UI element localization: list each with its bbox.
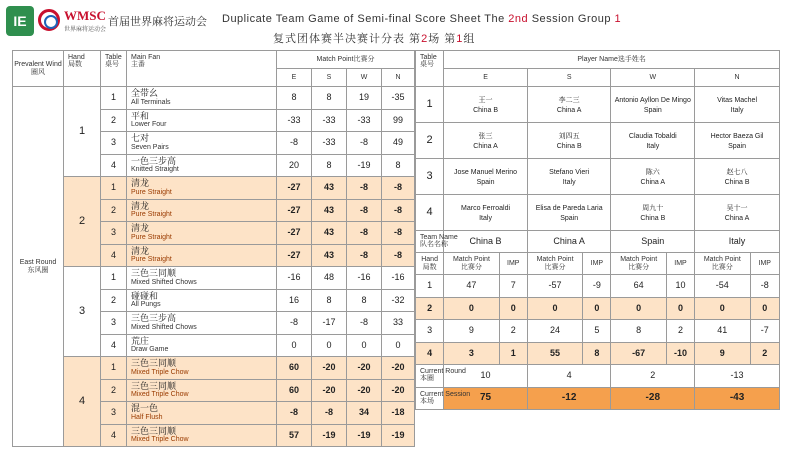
player-country: Italy (562, 179, 576, 187)
match-point-e: 57 (277, 424, 312, 447)
player-name: Stefano Vieri (549, 169, 590, 177)
table-number: 1 (101, 357, 127, 380)
match-point-e: -27 (277, 177, 312, 200)
current-round-row (416, 365, 780, 388)
main-fan-cn: 一色三步高 (131, 155, 177, 166)
hand-number: 2 (64, 177, 101, 267)
col-table: Table 桌号 (416, 51, 444, 87)
seat-header: S (527, 69, 611, 87)
main-fan-cn: 清龙 (131, 223, 150, 234)
main-fan-en: Mixed Triple Chow (131, 436, 189, 444)
player-name: Vitas Machel (717, 97, 758, 105)
table-row (416, 159, 780, 195)
match-point-e: 60 (277, 379, 312, 402)
match-point-e: -27 (277, 222, 312, 245)
match-point-w: -8 (347, 312, 382, 335)
col-imp: IMP (666, 253, 694, 275)
wmsc-logo-text: WMSC (64, 8, 106, 23)
imp-value: 0 (583, 297, 611, 320)
main-fan-cell (127, 334, 277, 357)
player-country: Spain (476, 179, 495, 187)
player-country: Italy (479, 215, 492, 223)
table-number: 3 (416, 159, 444, 195)
main-fan-cn: 全带幺 (131, 88, 159, 99)
match-point-value: -57 (527, 275, 582, 298)
table-number: 3 (101, 132, 127, 155)
main-fan-cn: 清龙 (131, 245, 150, 256)
team-name: China B (444, 231, 528, 253)
main-fan-cell (127, 87, 277, 110)
header (0, 0, 800, 48)
main-fan-cn: 混一色 (131, 403, 159, 414)
main-fan-en: Mixed Shifted Chows (131, 323, 197, 331)
imp-value: 2 (750, 342, 780, 365)
player-country: China A (724, 215, 750, 223)
col-match-point: Match Point 比赛分 (695, 253, 750, 275)
player-name: 陈六 (645, 169, 660, 177)
col-hand: Hand 局数 (416, 253, 444, 275)
match-point-e: -8 (277, 132, 312, 155)
match-point-value: 47 (444, 275, 499, 298)
page-title: Duplicate Team Game of Semi-final Score Sheet The 2nd Session Group 1 (222, 13, 622, 25)
main-fan-en: Pure Straight (131, 188, 172, 196)
main-fan-cn: 三色三同顺 (131, 380, 177, 391)
seat-header: W (611, 69, 695, 87)
main-fan-cell (127, 424, 277, 447)
main-fan-en: Mixed Triple Chow (131, 368, 189, 376)
match-point-n: -8 (382, 177, 415, 200)
col-match-point: Match Point 比赛分 (527, 253, 582, 275)
match-point-s: -20 (312, 379, 347, 402)
imp-value: -7 (750, 320, 780, 343)
main-fan-cell (127, 199, 277, 222)
current-round-value: 10 (444, 365, 528, 388)
player-cell (527, 123, 611, 159)
main-fan-cell (127, 379, 277, 402)
match-point-n: 8 (382, 154, 415, 177)
main-fan-cn: 清龙 (131, 200, 150, 211)
match-point-value: 0 (444, 297, 499, 320)
imp-row (416, 297, 780, 320)
match-point-n: -8 (382, 244, 415, 267)
player-name: Hector Baeza Gil (710, 133, 764, 141)
main-fan-cell (127, 244, 277, 267)
match-point-s: -33 (312, 132, 347, 155)
hand-number: 2 (416, 297, 444, 320)
match-point-w: 8 (347, 289, 382, 312)
imp-value: 0 (750, 297, 780, 320)
main-fan-cn: 碰碰和 (131, 290, 159, 301)
main-fan-en: Knitted Straight (131, 166, 179, 174)
hand-score-table (12, 50, 415, 447)
player-cell (695, 195, 780, 231)
match-point-s: 43 (312, 222, 347, 245)
player-country: Italy (730, 107, 744, 115)
match-point-s: -17 (312, 312, 347, 335)
table-number: 3 (101, 312, 127, 335)
col-table: Table 桌号 (101, 51, 127, 87)
match-point-n: 0 (382, 334, 415, 357)
current-session-value: 75 (444, 387, 528, 410)
round-label: East Round (19, 259, 57, 267)
main-fan-cell (127, 312, 277, 335)
hand-number: 1 (416, 275, 444, 298)
imp-value: 10 (666, 275, 694, 298)
table-number: 3 (101, 402, 127, 425)
imp-value: 0 (499, 297, 527, 320)
player-cell (444, 195, 528, 231)
match-point-s: 0 (312, 334, 347, 357)
player-name: 吴十一 (726, 205, 748, 213)
main-fan-cn: 平和 (131, 110, 150, 121)
match-point-e: 60 (277, 357, 312, 380)
main-fan-en: Mixed Triple Chow (131, 391, 189, 399)
player-name: Elisa de Pareda Laria (535, 205, 603, 213)
player-cell (527, 195, 611, 231)
imp-value: 2 (499, 320, 527, 343)
imp-value: 5 (583, 320, 611, 343)
match-point-n: 33 (382, 312, 415, 335)
col-player-name: Player Name选手姓名 (444, 51, 780, 69)
match-point-w: -20 (347, 357, 382, 380)
player-name: Antonio Ayllon De Mingo (614, 97, 691, 105)
table-number: 4 (101, 424, 127, 447)
main-fan-cell (127, 132, 277, 155)
table-number: 2 (101, 199, 127, 222)
player-cell (527, 159, 611, 195)
main-fan-en: All Terminals (131, 98, 171, 106)
player-cell (444, 159, 528, 195)
match-point-s: 43 (312, 199, 347, 222)
player-name: 刘四五 (558, 133, 580, 141)
match-point-n: -16 (382, 267, 415, 290)
main-fan-en: Lower Four (131, 121, 167, 129)
match-point-n: -19 (382, 424, 415, 447)
player-cell (444, 87, 528, 123)
match-point-s: 43 (312, 177, 347, 200)
col-prevailing-wind: Prevalent Wind 圈风 (13, 51, 64, 87)
match-point-w: -20 (347, 379, 382, 402)
table-row (13, 357, 415, 380)
table-number: 4 (101, 244, 127, 267)
match-point-s: -33 (312, 109, 347, 132)
table-number: 2 (101, 289, 127, 312)
seat-header: E (277, 69, 312, 87)
match-point-n: -20 (382, 357, 415, 380)
main-fan-cn: 七对 (131, 133, 150, 144)
main-fan-cell (127, 402, 277, 425)
match-point-value: 0 (695, 297, 750, 320)
imp-row (416, 275, 780, 298)
match-point-value: 3 (444, 342, 499, 365)
main-fan-cn: 清龙 (131, 178, 150, 189)
match-point-s: 43 (312, 244, 347, 267)
main-fan-cn: 荒庄 (131, 335, 150, 346)
table-row (13, 267, 415, 290)
main-fan-cell (127, 289, 277, 312)
imp-row (416, 342, 780, 365)
match-point-s: 8 (312, 154, 347, 177)
imp-value: 0 (666, 297, 694, 320)
col-imp: IMP (583, 253, 611, 275)
player-country: China A (473, 143, 498, 151)
match-point-n: -35 (382, 87, 415, 110)
current-session-value: -43 (695, 387, 780, 410)
current-session-value: -28 (611, 387, 695, 410)
match-point-e: -8 (277, 312, 312, 335)
match-point-e: -27 (277, 244, 312, 267)
main-fan-en: All Pungs (131, 301, 161, 309)
player-country: China B (473, 107, 498, 115)
match-point-e: 8 (277, 87, 312, 110)
seat-header: N (695, 69, 780, 87)
match-point-value: 64 (611, 275, 666, 298)
col-match-point: Match Point 比赛分 (444, 253, 499, 275)
current-session-label: Current Session 本场 (416, 387, 444, 410)
match-point-s: -8 (312, 402, 347, 425)
player-cell (611, 195, 695, 231)
table-row (13, 177, 415, 200)
player-country: China A (556, 107, 582, 115)
col-imp: IMP (750, 253, 780, 275)
match-point-value: 0 (527, 297, 582, 320)
current-session-value: -12 (527, 387, 611, 410)
imp-value: -9 (583, 275, 611, 298)
imp-value: -8 (750, 275, 780, 298)
match-point-e: 20 (277, 154, 312, 177)
player-cell (444, 123, 528, 159)
match-point-s: 8 (312, 87, 347, 110)
player-country: Spain (643, 107, 662, 115)
main-fan-cell (127, 177, 277, 200)
player-cell (527, 87, 611, 123)
match-point-w: 34 (347, 402, 382, 425)
col-match-point: Match Point 比赛分 (611, 253, 666, 275)
seat-header: E (444, 69, 528, 87)
table-row (416, 87, 780, 123)
match-point-w: -8 (347, 199, 382, 222)
player-name: Marco Ferroaldi (461, 205, 511, 213)
main-fan-en: Pure Straight (131, 233, 172, 241)
match-point-s: -20 (312, 357, 347, 380)
round-label-cn: 东风圈 (27, 266, 49, 274)
main-fan-en: Pure Straight (131, 211, 172, 219)
match-point-n: -32 (382, 289, 415, 312)
match-point-n: 99 (382, 109, 415, 132)
player-cell (695, 123, 780, 159)
match-point-value: 9 (695, 342, 750, 365)
col-imp: IMP (499, 253, 527, 275)
match-point-w: -8 (347, 244, 382, 267)
table-row (13, 87, 415, 110)
match-point-s: 48 (312, 267, 347, 290)
main-fan-cn: 三色三同顺 (131, 268, 177, 279)
table-number: 1 (101, 177, 127, 200)
imp-value: 7 (499, 275, 527, 298)
hand-number: 4 (416, 342, 444, 365)
match-point-value: 41 (695, 320, 750, 343)
table-number: 2 (101, 379, 127, 402)
player-cell (695, 159, 780, 195)
match-point-value: 0 (611, 297, 666, 320)
player-name: Jose Manuel Merino (454, 169, 518, 177)
match-point-n: 49 (382, 132, 415, 155)
table-number: 2 (416, 123, 444, 159)
main-fan-cn: 三色三同顺 (131, 358, 177, 369)
col-match-point: Match Point比赛分 (277, 51, 415, 69)
main-fan-en: Draw Game (131, 346, 169, 354)
current-round-label: Current Round 本圈 (416, 365, 444, 388)
players-and-imp-table (415, 50, 780, 410)
main-fan-cn: 三色三步高 (131, 313, 177, 324)
player-country: China A (640, 179, 666, 187)
wmsc-emblem-icon (38, 9, 60, 31)
imp-value: -10 (666, 342, 694, 365)
match-point-e: -16 (277, 267, 312, 290)
main-fan-cell (127, 222, 277, 245)
current-round-value: -13 (695, 365, 780, 388)
seat-header: S (312, 69, 347, 87)
player-country: China B (556, 143, 582, 151)
main-fan-cell (127, 154, 277, 177)
imp-value: 2 (666, 320, 694, 343)
main-fan-en: Half Flush (131, 413, 163, 421)
match-point-n: -20 (382, 379, 415, 402)
main-fan-cell (127, 357, 277, 380)
main-fan-cn: 三色三同顺 (131, 425, 177, 436)
table-row (416, 195, 780, 231)
hand-number: 3 (64, 267, 101, 357)
ie-logo: IE (6, 6, 34, 36)
match-point-w: -8 (347, 132, 382, 155)
hand-number: 3 (416, 320, 444, 343)
seat-header: W (347, 69, 382, 87)
table-number: 3 (101, 222, 127, 245)
match-point-e: 16 (277, 289, 312, 312)
page-subtitle: 复式团体赛半决赛计分表 第2场 第1组 (273, 33, 476, 45)
table-number: 1 (101, 267, 127, 290)
main-fan-en: Seven Pairs (131, 143, 169, 151)
prevailing-wind-cell (13, 87, 64, 447)
table-number: 4 (416, 195, 444, 231)
match-point-w: 0 (347, 334, 382, 357)
imp-row (416, 320, 780, 343)
imp-value: 8 (583, 342, 611, 365)
match-point-n: -8 (382, 222, 415, 245)
player-name: 赵七八 (726, 169, 748, 177)
team-name: Spain (611, 231, 695, 253)
table-number: 4 (101, 334, 127, 357)
col-main-fan: Main Fan 主番 (127, 51, 277, 87)
team-name: China A (527, 231, 611, 253)
match-point-n: -8 (382, 199, 415, 222)
player-country: Spain (728, 143, 746, 151)
hand-number: 4 (64, 357, 101, 447)
match-point-value: 8 (611, 320, 666, 343)
player-cell (611, 123, 695, 159)
match-point-e: -8 (277, 402, 312, 425)
seat-header: N (382, 69, 415, 87)
organization-name: 首届世界麻将运动会 (108, 16, 207, 28)
main-fan-en: Pure Straight (131, 256, 172, 264)
wmsc-logo-subtext: 世界麻将运动会 (64, 27, 107, 33)
player-country: China B (640, 215, 666, 223)
match-point-w: -16 (347, 267, 382, 290)
match-point-e: -27 (277, 199, 312, 222)
table-number: 2 (101, 109, 127, 132)
current-round-value: 4 (527, 365, 611, 388)
match-point-value: 9 (444, 320, 499, 343)
main-fan-cell (127, 109, 277, 132)
player-name: 张三 (478, 133, 493, 141)
main-fan-cell (127, 267, 277, 290)
table-row (416, 123, 780, 159)
table-number: 4 (101, 154, 127, 177)
match-point-w: -19 (347, 154, 382, 177)
table-number: 1 (101, 87, 127, 110)
match-point-w: -33 (347, 109, 382, 132)
match-point-e: 0 (277, 334, 312, 357)
player-name: 周九十 (642, 205, 664, 213)
main-fan-en: Mixed Shifted Chows (131, 278, 197, 286)
col-hand: Hand 局数 (64, 51, 101, 87)
player-cell (611, 87, 695, 123)
match-point-value: 55 (527, 342, 582, 365)
player-country: China B (724, 179, 750, 187)
match-point-n: -18 (382, 402, 415, 425)
player-name: Claudia Tobaldi (628, 133, 677, 141)
player-country: Italy (646, 143, 660, 151)
hand-number: 1 (64, 87, 101, 177)
match-point-s: 8 (312, 289, 347, 312)
imp-value: 1 (499, 342, 527, 365)
match-point-value: -54 (695, 275, 750, 298)
match-point-w: -8 (347, 222, 382, 245)
match-point-w: -19 (347, 424, 382, 447)
match-point-w: 19 (347, 87, 382, 110)
table-number: 1 (416, 87, 444, 123)
match-point-e: -33 (277, 109, 312, 132)
team-name: Italy (695, 231, 780, 253)
match-point-value: -67 (611, 342, 666, 365)
current-round-value: 2 (611, 365, 695, 388)
player-name: 李二三 (558, 97, 580, 105)
match-point-s: -19 (312, 424, 347, 447)
match-point-w: -8 (347, 177, 382, 200)
team-name-label: Team Name 队名名称 (416, 231, 444, 253)
player-name: 王一 (478, 97, 493, 105)
player-cell (611, 159, 695, 195)
player-cell (695, 87, 780, 123)
player-country: Spain (560, 215, 579, 223)
current-session-row (416, 387, 780, 410)
match-point-value: 24 (527, 320, 582, 343)
